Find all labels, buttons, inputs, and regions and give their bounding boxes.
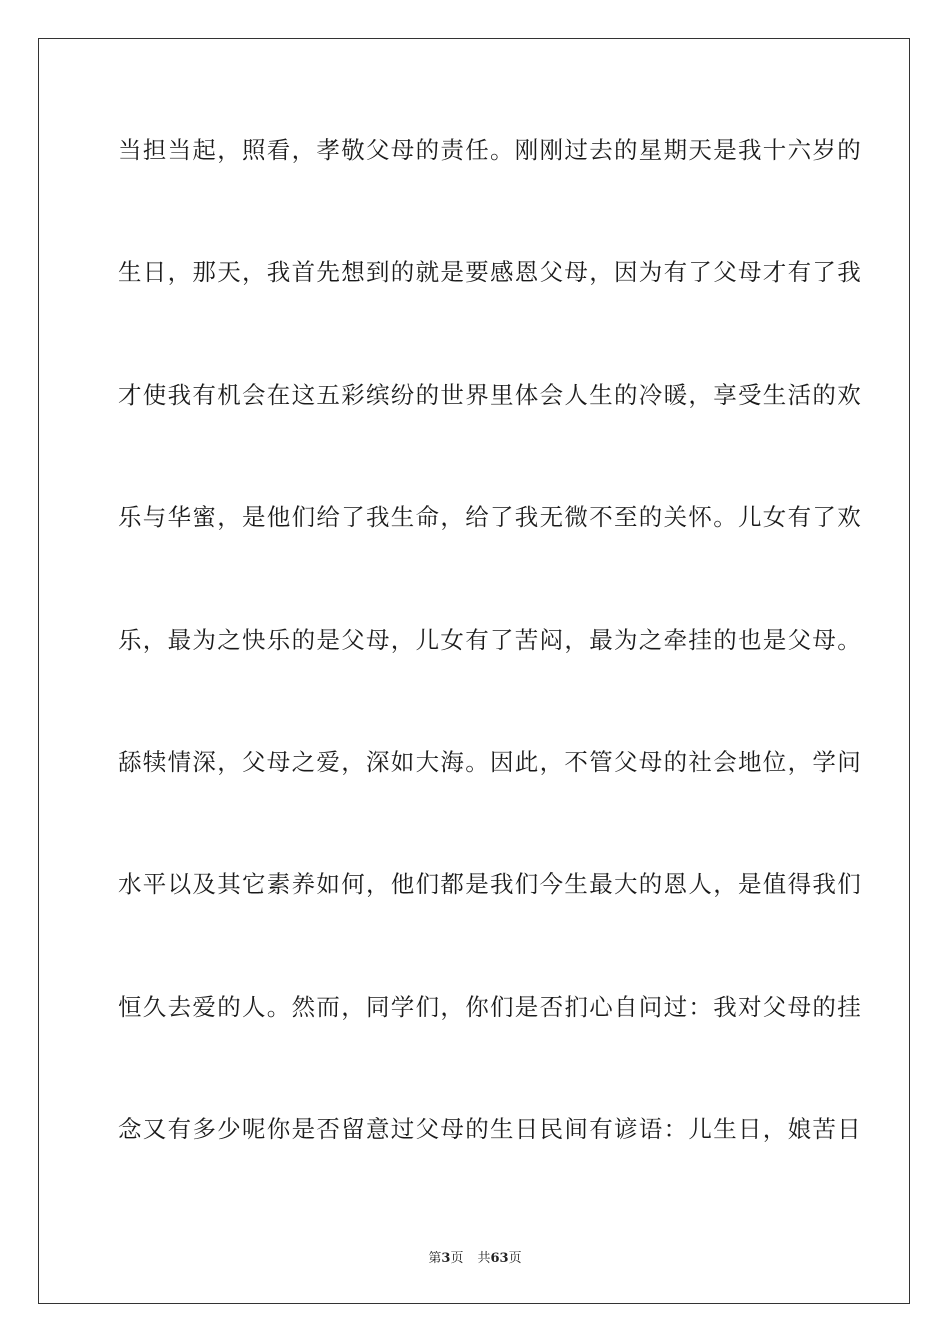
text-line: 乐，最为之快乐的是父母，儿女有了苦闷，最为之牵挂的也是父母。 xyxy=(118,625,862,654)
text-line: 水平以及其它素养如何，他们都是我们今生最大的恩人，是值得我们 xyxy=(118,870,862,899)
total-suffix: 页 xyxy=(508,1251,522,1266)
text-line: 念又有多少呢你是否留意过父母的生日民间有谚语：儿生日，娘苦日 xyxy=(118,1115,862,1144)
text-line: 乐与华蜜，是他们给了我生命，给了我无微不至的关怀。儿女有了欢 xyxy=(118,503,862,532)
page-number: 3 xyxy=(441,1251,451,1266)
text-line: 生日，那天，我首先想到的就是要感恩父母，因为有了父母才有了我 xyxy=(118,258,862,287)
page-suffix: 页 xyxy=(450,1251,464,1266)
text-line: 恒久去爱的人。然而，同学们，你们是否扪心自问过：我对父母的挂 xyxy=(118,992,862,1021)
text-line: 当担当起，照看，孝敬父母的责任。刚刚过去的星期天是我十六岁的 xyxy=(118,136,862,164)
total-prefix: 共 xyxy=(477,1251,491,1266)
page-footer xyxy=(0,1247,950,1266)
text-line: 才使我有机会在这五彩缤纷的世界里体会人生的冷暖，享受生活的欢 xyxy=(118,380,862,409)
document-body xyxy=(118,128,862,1230)
page-prefix: 第 xyxy=(428,1251,442,1266)
text-line: 舔犊情深，父母之爱，深如大海。因此，不管父母的社会地位，学问 xyxy=(118,747,862,776)
total-pages: 63 xyxy=(490,1251,509,1266)
